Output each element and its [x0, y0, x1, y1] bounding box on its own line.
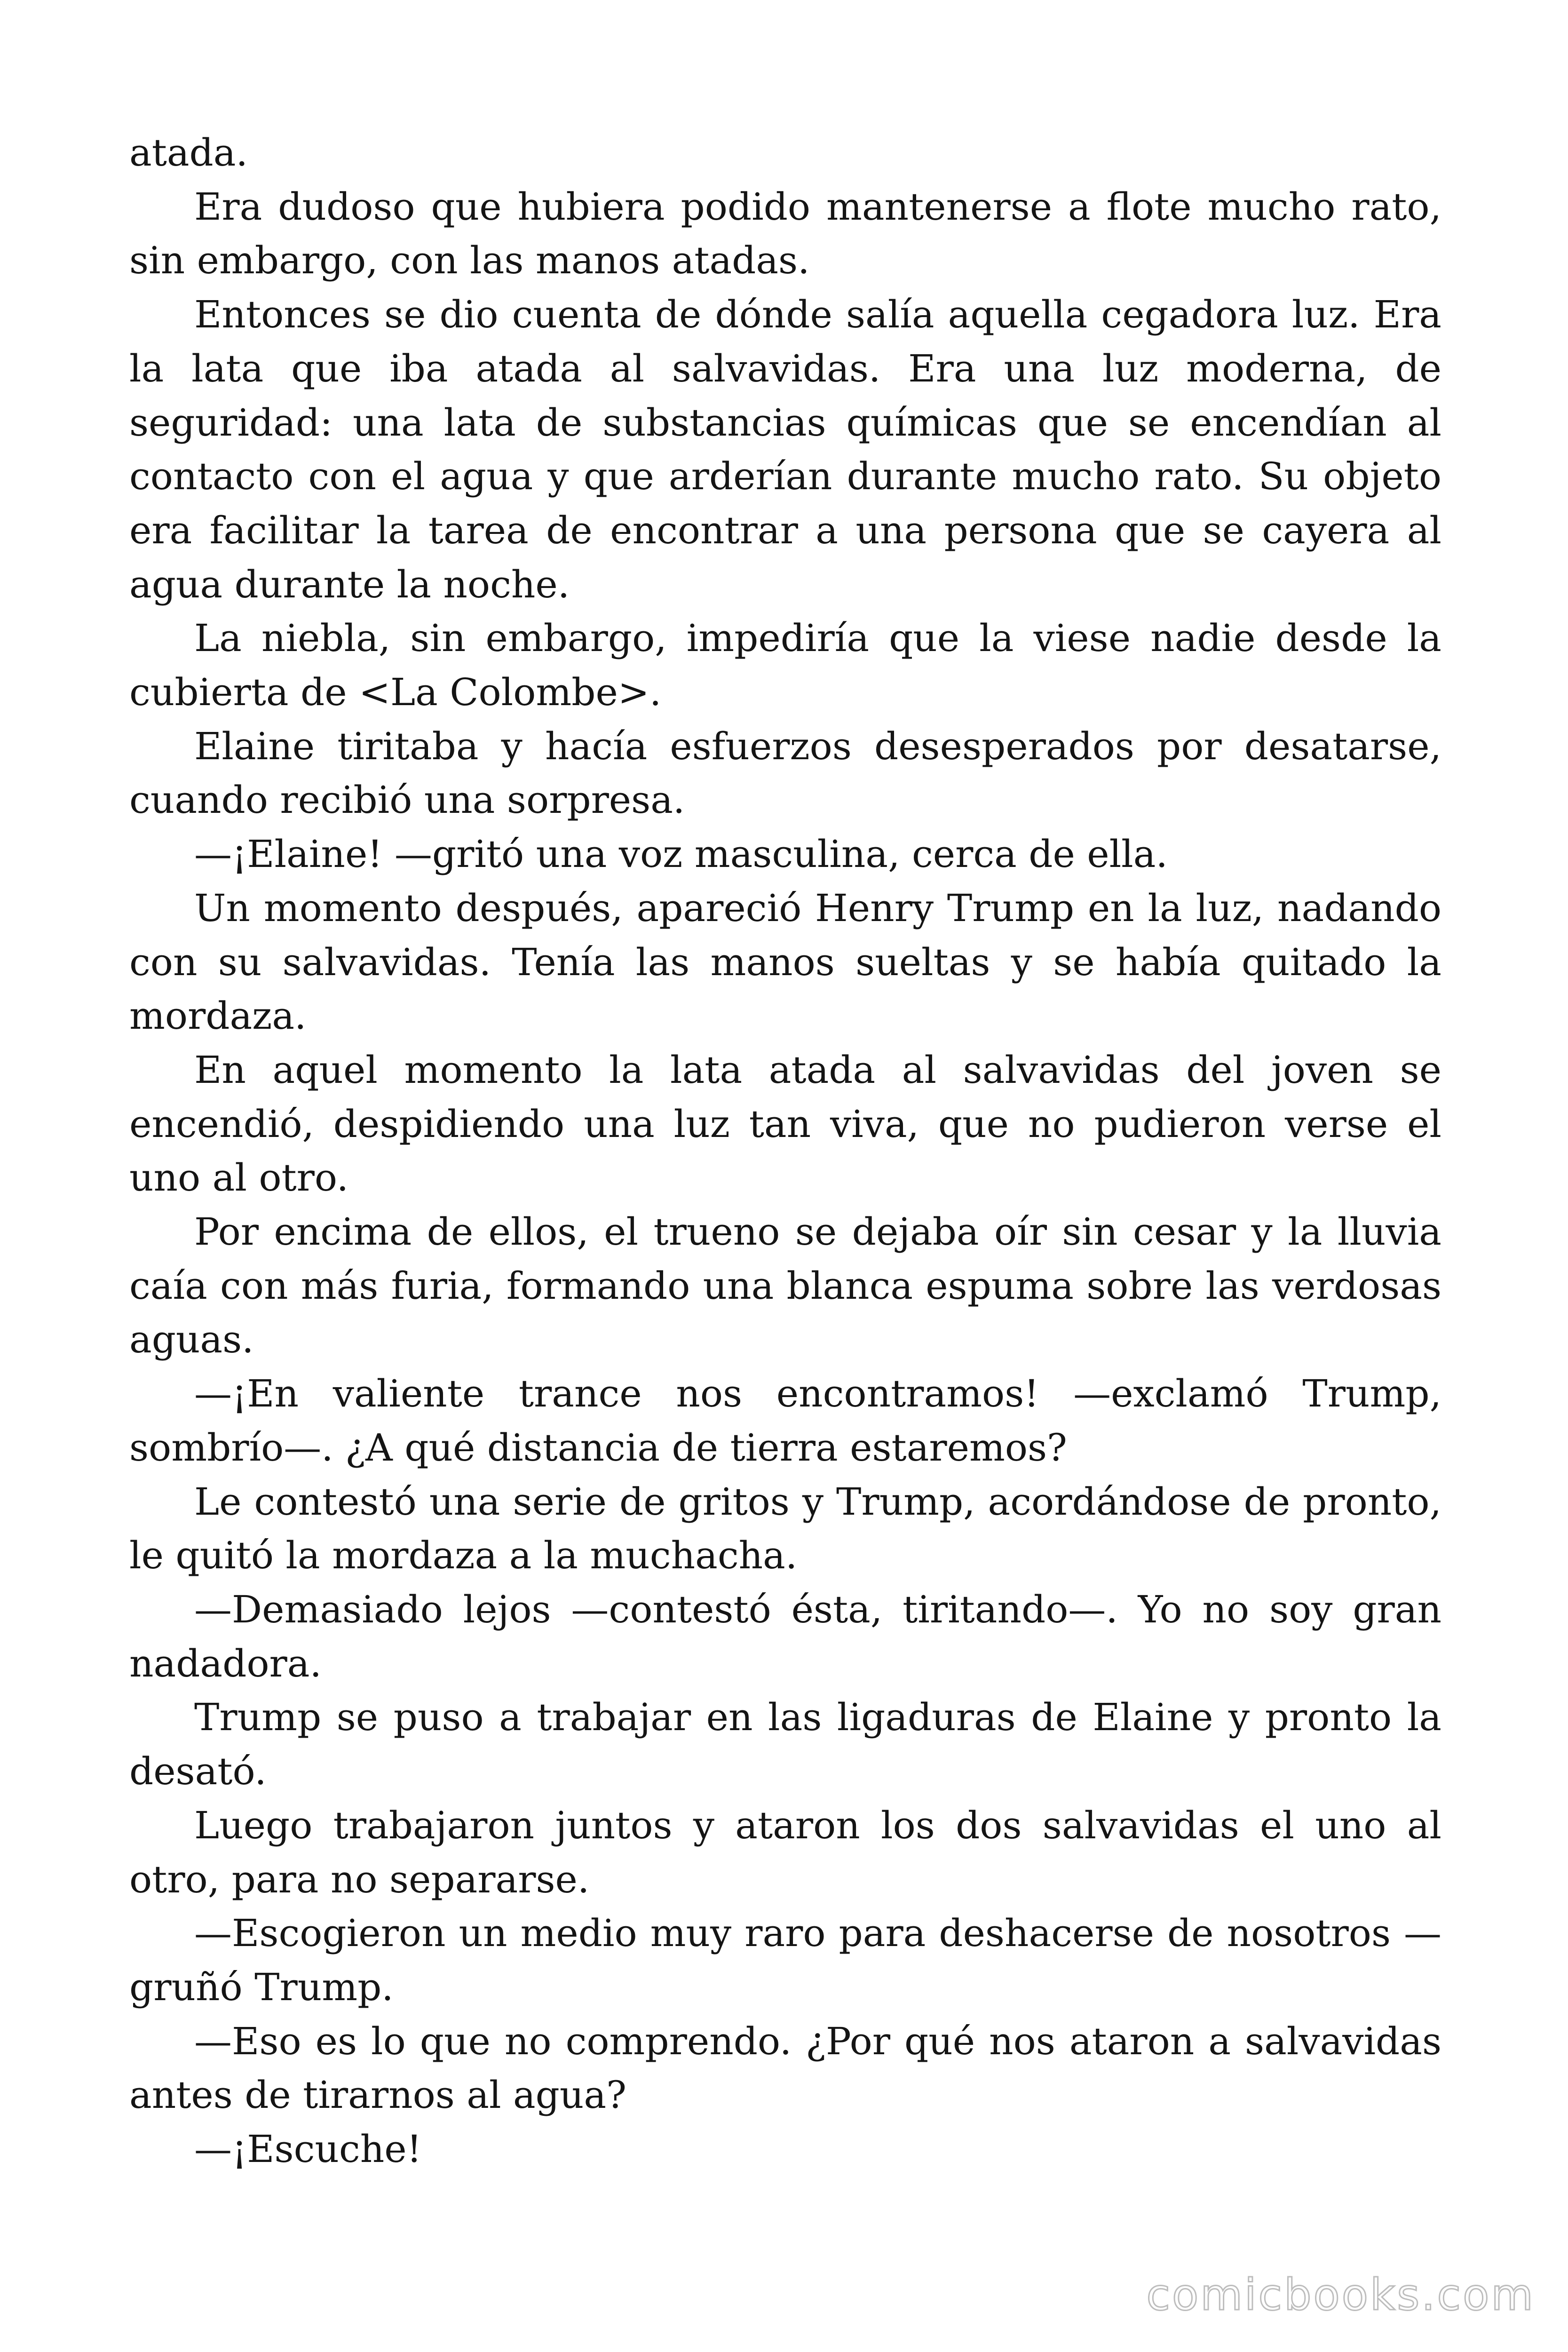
- paragraph-4: La niebla, sin embargo, impediría que la viese nadie desde la cubierta de <La Colombe>.: [129, 616, 1441, 715]
- paragraph-9: Por encima de ellos, el trueno se dejaba oír sin cesar y la lluvia caía con más furia, formando una blanca espuma sobre las verdosas aguas.: [129, 1210, 1441, 1362]
- paragraph-16: —Eso es lo que no comprendo. ¿Por qué nos ataron a salvavidas antes de tirarnos al agua?: [129, 2019, 1441, 2117]
- paragraph-3: Entonces se dio cuenta de dónde salía aquella cegadora luz. Era la lata que iba atada al salvavidas. Era una luz moderna, de seguridad: una lata de substancias químicas que se encendían al contacto con el agua y que arderían durante mucho rato. Su objeto era facilitar la tarea de encontrar a una persona que se cayera al agua durante la noche.: [129, 293, 1441, 606]
- paragraph-6: —¡Elaine! —gritó una voz masculina, cerca de ella.: [194, 832, 1168, 876]
- paragraph-15: —Escogieron un medio muy raro para deshacerse de nosotros — gruñó Trump.: [129, 1911, 1441, 2009]
- paragraph-10: —¡En valiente trance nos encontramos! —exclamó Trump, sombrío—. ¿A qué distancia de tierra estaremos?: [129, 1372, 1441, 1470]
- paragraph-2: Era dudoso que hubiera podido mantenerse a flote mucho rato, sin embargo, con las manos atadas.: [129, 184, 1441, 283]
- paragraph-13: Trump se puso a trabajar en las ligaduras de Elaine y pronto la desató.: [129, 1695, 1441, 1794]
- page-body: [129, 126, 1441, 2177]
- paragraph-17: —¡Escuche!: [194, 2127, 422, 2171]
- paragraph-12: —Demasiado lejos —contestó ésta, tiritando—. Yo no soy gran nadadora.: [129, 1587, 1441, 1685]
- watermark: comicbooks.com: [1146, 2270, 1535, 2320]
- paragraph-5: Elaine tiritaba y hacía esfuerzos desesperados por desatarse, cuando recibió una sorpresa.: [129, 724, 1441, 822]
- paragraph-1: atada.: [129, 131, 248, 175]
- paragraph-7: Un momento después, apareció Henry Trump en la luz, nadando con su salvavidas. Tenía las manos sueltas y se había quitado la mordaza.: [129, 886, 1441, 1038]
- paragraph-14: Luego trabajaron juntos y ataron los dos salvavidas el uno al otro, para no separarse.: [129, 1803, 1441, 1901]
- paragraph-8: En aquel momento la lata atada al salvavidas del joven se encendió, despidiendo una luz tan viva, que no pudieron verse el uno al otro.: [129, 1048, 1441, 1200]
- paragraph-11: Le contestó una serie de gritos y Trump, acordándose de pronto, le quitó la mordaza a la muchacha.: [129, 1479, 1441, 1578]
